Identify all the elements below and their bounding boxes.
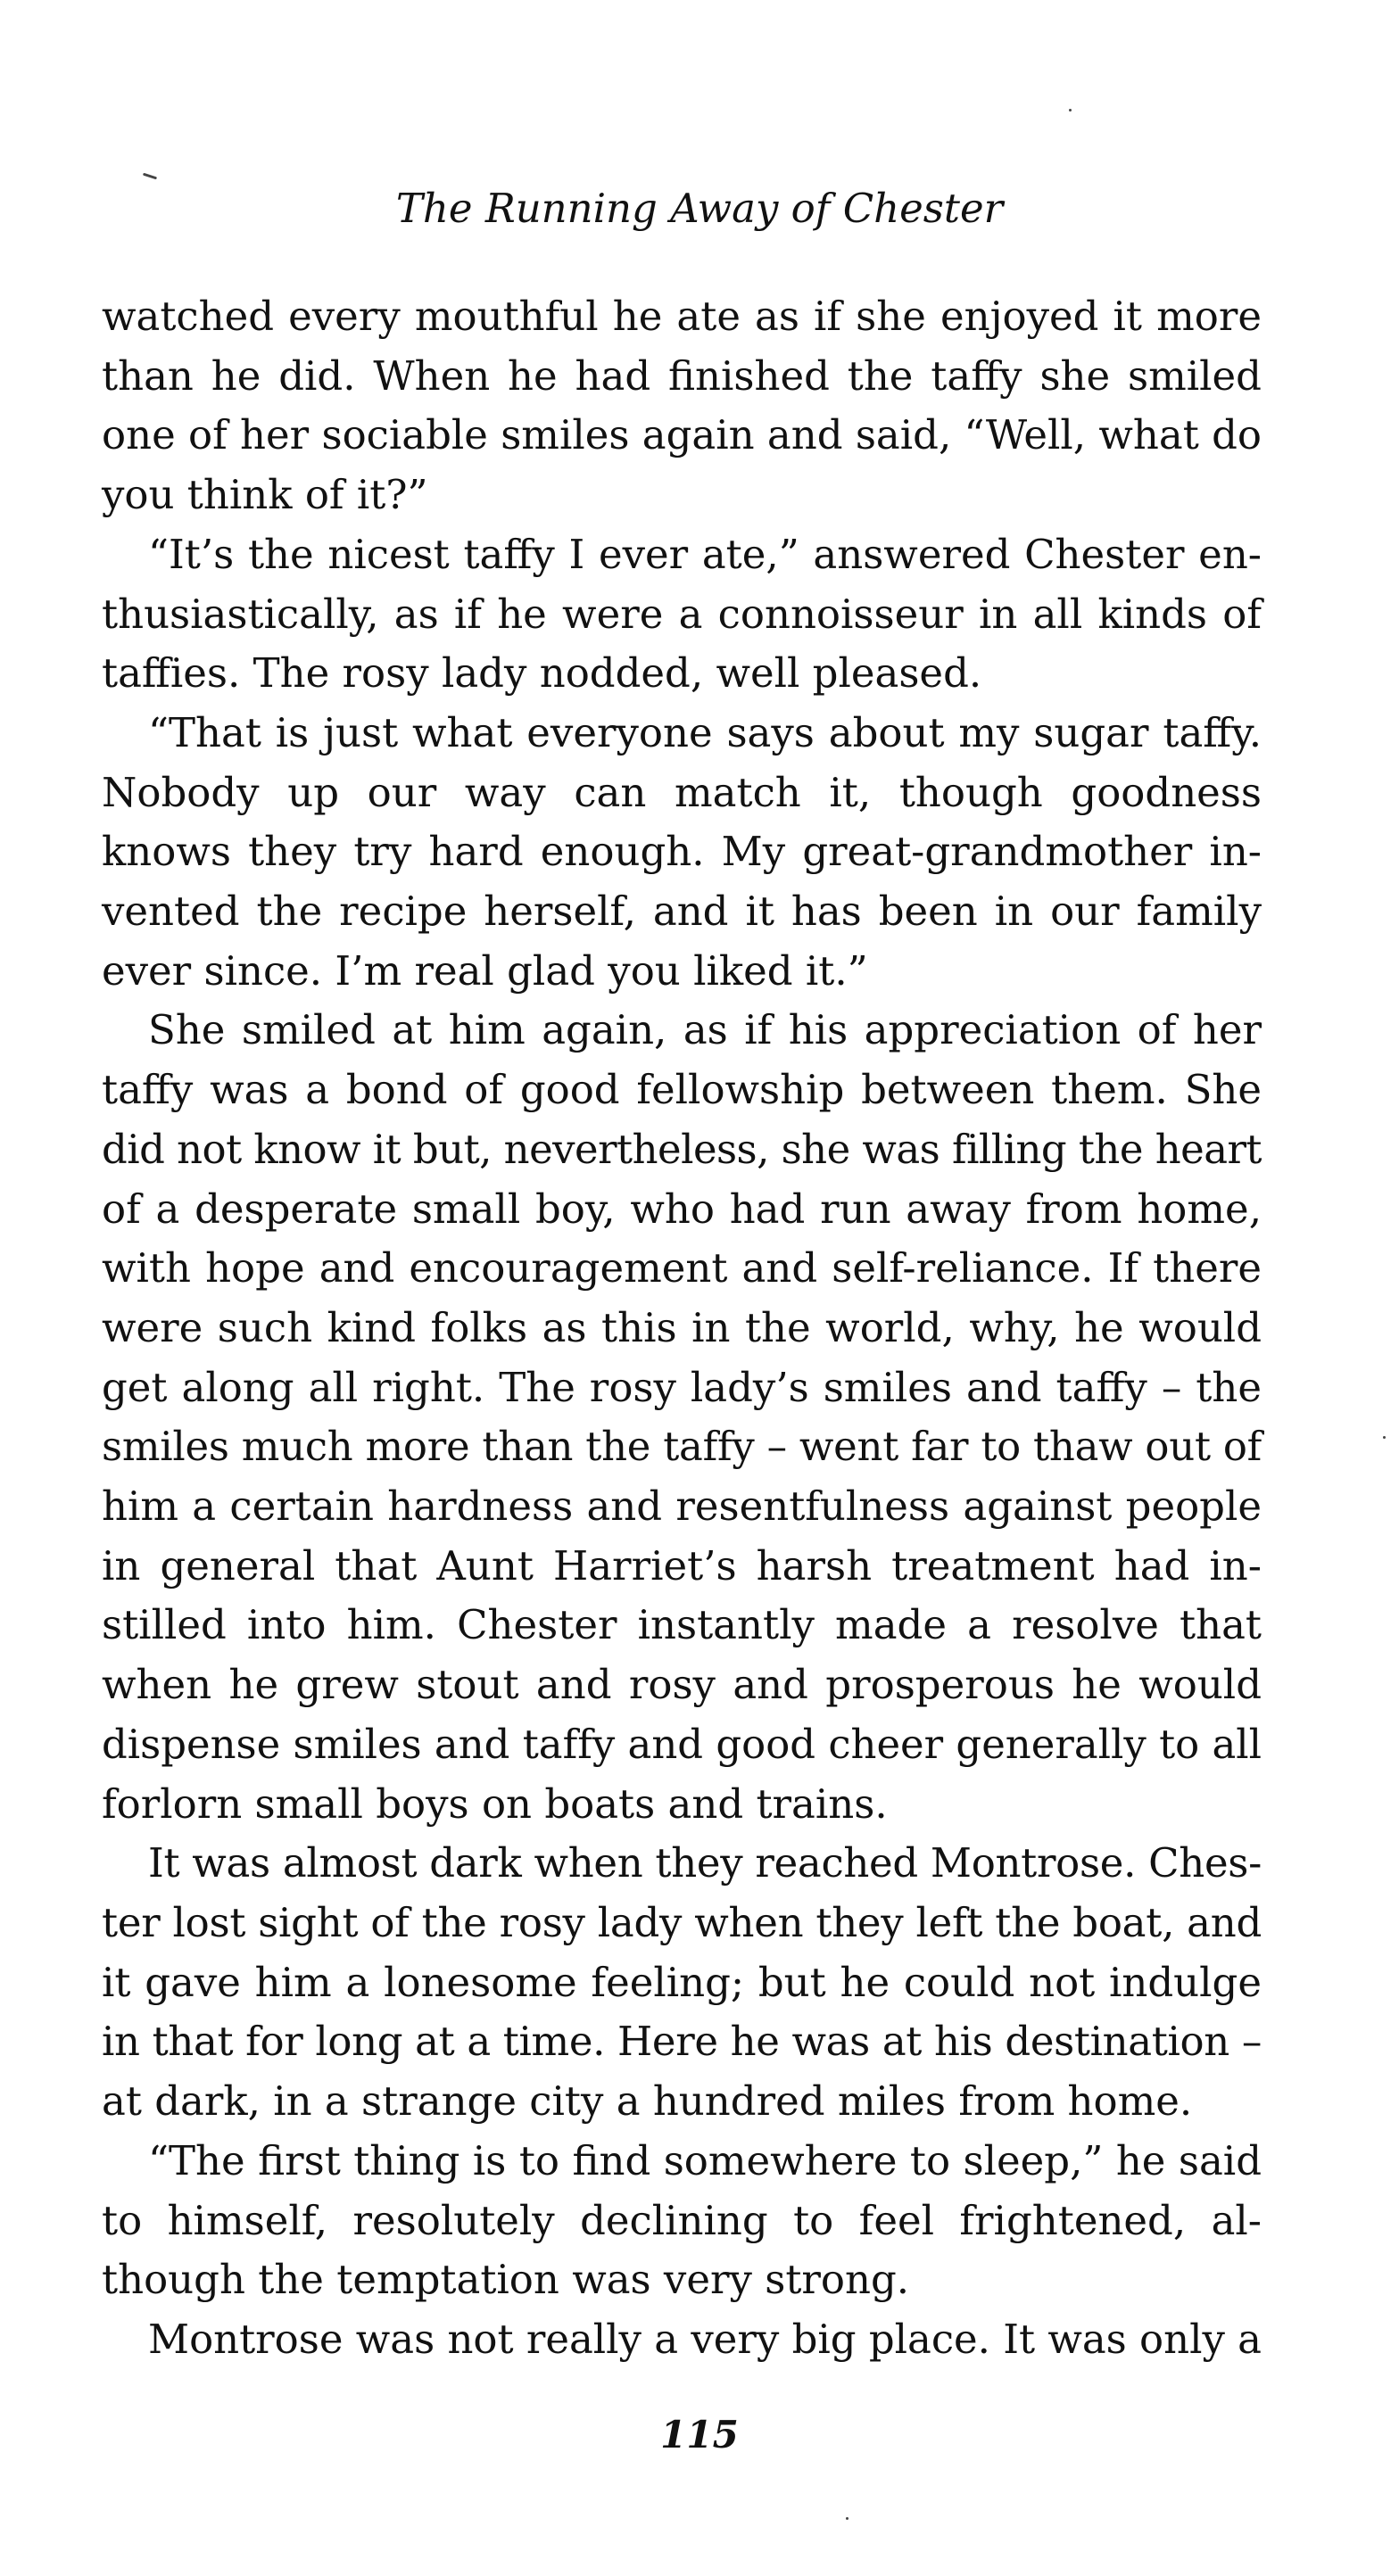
text-line: “It’s the nicest taffy I ever ate,” answered Chester en-: [148, 530, 1262, 578]
text-line: in that for long at a time. Here he was at his destination –: [102, 2018, 1262, 2066]
text-line: thusiastically, as if he were a connoisseur in all kinds of: [102, 590, 1262, 638]
text-line: Nobody up our way can match it, though goodness: [102, 768, 1262, 816]
text-line: taffies. The rosy lady nodded, well pleased.: [102, 649, 982, 698]
text-line: dispense smiles and taffy and good cheer generally to all: [102, 1720, 1262, 1768]
text-line: one of her sociable smiles again and said, “Well, what do: [102, 411, 1262, 459]
text-line: than he did. When he had finished the taffy she smiled: [102, 351, 1262, 400]
text-line: it gave him a lonesome feeling; but he could not indulge: [102, 1958, 1262, 2006]
text-line: stilled into him. Chester instantly made a resolve that: [102, 1601, 1262, 1649]
text-line: forlorn small boys on boats and trains.: [102, 1779, 888, 1828]
text-line: were such kind folks as this in the world, why, he would: [102, 1303, 1262, 1351]
paragraph: [102, 704, 1262, 1002]
text-line: It was almost dark when they reached Montrose. Ches-: [148, 1839, 1262, 1887]
text-line: watched every mouthful he ate as if she enjoyed it more: [102, 293, 1262, 340]
body-text: [102, 287, 1262, 2370]
text-line: at dark, in a strange city a hundred miles from home.: [102, 2077, 1193, 2126]
running-head-title: The Running Away of Chester: [395, 185, 1004, 232]
text-line: with hope and encouragement and self-reliance. If there: [102, 1244, 1262, 1292]
text-line: him a certain hardness and resentfulness against people: [102, 1482, 1262, 1531]
scan-speck-dot: [1069, 109, 1072, 111]
text-line: in general that Aunt Harriet’s harsh treatment had in-: [102, 1541, 1262, 1589]
text-line: ter lost sight of the rosy lady when they left the boat, and: [102, 1898, 1262, 1946]
scan-speck-dot: [1383, 1436, 1386, 1439]
text-line: to himself, resolutely declining to feel frightened, al-: [102, 2196, 1262, 2244]
page-number: 115: [660, 2413, 739, 2456]
paragraph: [102, 525, 1262, 704]
text-line: of a desperate small boy, who had run away from home,: [102, 1185, 1262, 1233]
paragraph: [102, 287, 1262, 525]
paragraph: [102, 2310, 1262, 2370]
text-line: Montrose was not really a very big place. It was only a: [148, 2315, 1262, 2363]
text-line: “That is just what everyone says about my sugar taffy.: [148, 708, 1262, 756]
text-line: when he grew stout and rosy and prosperous he would: [102, 1661, 1262, 1709]
scan-speck-mark: [143, 173, 157, 180]
text-line: “The first thing is to find somewhere to sleep,” he said: [148, 2136, 1262, 2184]
scan-speck-dot: [846, 2517, 849, 2520]
text-line: She smiled at him again, as if his appreciation of her: [148, 1006, 1262, 1054]
text-line: though the temptation was very strong.: [102, 2256, 910, 2304]
text-line: get along all right. The rosy lady’s smiles and taffy – the: [102, 1363, 1262, 1411]
text-line: vented the recipe herself, and it has been in our family: [102, 888, 1262, 936]
text-line: you think of it?”: [102, 471, 428, 519]
text-line: smiles much more than the taffy – went far to thaw out of: [102, 1423, 1262, 1471]
text-line: taffy was a bond of good fellowship between them. She: [102, 1066, 1262, 1114]
paragraph: [102, 1834, 1262, 2132]
text-line: knows they try hard enough. My great-grandmother in-: [102, 828, 1262, 876]
paragraph: [102, 2132, 1262, 2310]
text-line: ever since. I’m real glad you liked it.”: [102, 946, 868, 995]
text-line: did not know it but, nevertheless, she was filling the heart: [102, 1125, 1262, 1173]
paragraph: [102, 1001, 1262, 1834]
